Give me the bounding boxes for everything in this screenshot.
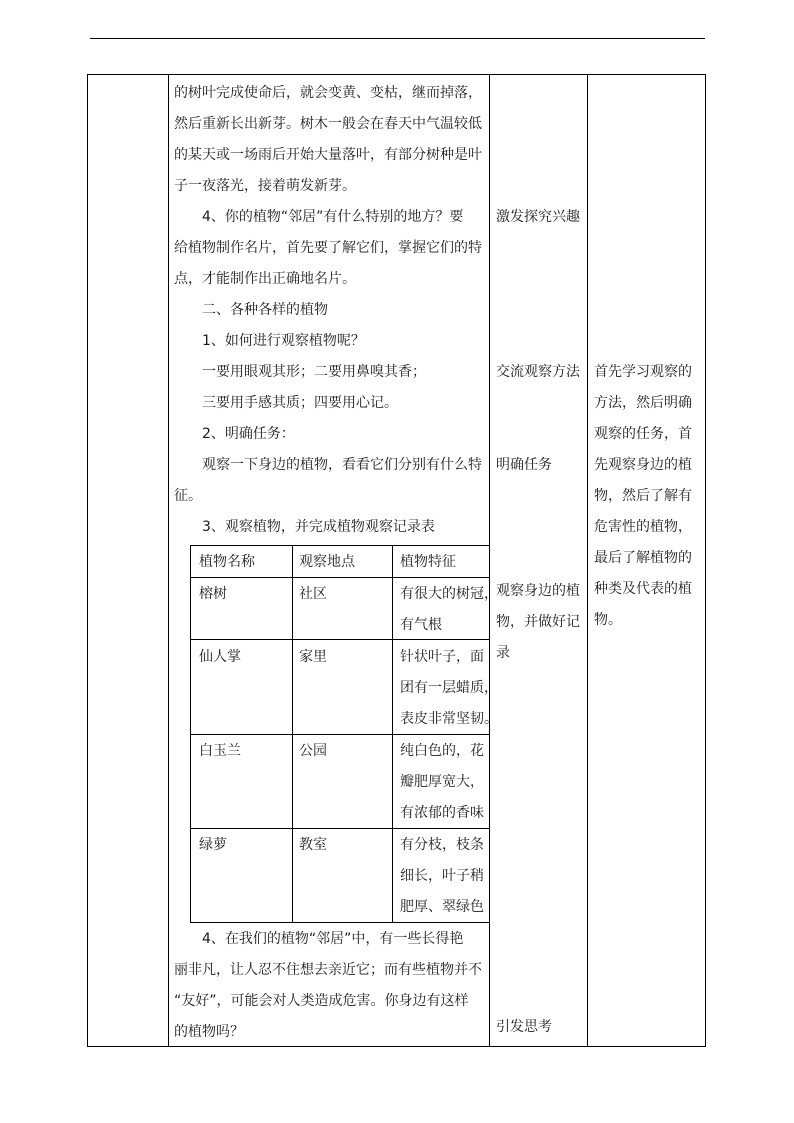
step-1: 1、如何进行观察植物呢？: [202, 333, 365, 349]
obs-header-name: 植物名称: [199, 554, 255, 570]
obs-row-3-feature-2: 瓣肥厚宽大，: [400, 774, 484, 790]
intent-line-6: 危害性的植物，: [594, 519, 692, 535]
step-1-a: 一要用眼观其形；二要用鼻嗅其香；: [202, 364, 426, 380]
intent-line-7: 最后了解植物的: [594, 550, 692, 566]
obs-header-feature: 植物特征: [400, 554, 456, 570]
obs-row-2-name: 仙人掌: [199, 649, 241, 665]
obs-row-3-feature-3: 有浓郁的香味: [400, 805, 484, 821]
intent-line-4: 先观察身边的植: [594, 457, 692, 473]
obs-row-divider-2: [191, 639, 490, 640]
obs-row-2-feature-1: 针状叶子，面: [400, 649, 484, 665]
obs-row-2-place: 家里: [299, 649, 327, 665]
column-divider-3: [587, 75, 588, 1046]
intent-line-5: 物，然后了解有: [594, 488, 692, 504]
obs-row-1-feature-1: 有很大的树冠，: [400, 586, 498, 602]
lesson-table: [87, 74, 706, 1047]
obs-row-4-name: 绿萝: [199, 837, 227, 853]
column-divider-1: [168, 75, 169, 1046]
p1-line-1: 的树叶完成使命后，就会变黄、变枯，继而掉落，: [174, 85, 482, 101]
obs-row-1-feature-2: 有气根: [400, 617, 442, 633]
activity-5: 引发思考: [496, 1019, 552, 1035]
step-2-line-2: 征。: [174, 488, 202, 504]
obs-row-4-place: 教室: [299, 837, 327, 853]
intent-line-9: 物。: [594, 612, 622, 628]
q4-line-3: 点，才能制作出正确地名片。: [174, 271, 356, 287]
obs-row-3-name: 白玉兰: [199, 743, 241, 759]
obs-row-1-place: 社区: [299, 586, 327, 602]
activity-4-line-1: 观察身边的植: [496, 583, 580, 599]
q4-line-2: 给植物制作名片，首先要了解它们，掌握它们的特: [174, 240, 482, 256]
obs-row-divider-1: [191, 577, 490, 578]
q4-line-1: 4、你的植物“邻居”有什么特别的地方？要: [202, 209, 464, 225]
p1-line-2: 然后重新长出新芽。树木一般会在春天中气温较低: [174, 116, 482, 132]
obs-row-4-feature-3: 肥厚、翠绿色: [400, 899, 484, 915]
obs-row-2-feature-2: 团有一层蜡质，: [400, 680, 498, 696]
intent-line-1: 首先学习观察的: [594, 364, 692, 380]
activity-1: 激发探究兴趣: [496, 209, 580, 225]
step-2: 2、明确任务：: [202, 426, 295, 442]
obs-row-3-place: 公园: [299, 743, 327, 759]
obs-header-place: 观察地点: [299, 554, 355, 570]
step-3: 3、观察植物，并完成植物观察记录表: [202, 519, 435, 535]
p1-line-4: 子一夜落光，接着萌发新芽。: [174, 178, 356, 194]
obs-row-divider-4: [191, 828, 490, 829]
step-2-line-1: 观察一下身边的植物，看看它们分别有什么特: [202, 457, 482, 473]
intent-line-2: 方法，然后明确: [594, 395, 692, 411]
step-1-b: 三要用手感其质；四要用心记。: [202, 395, 398, 411]
p1-line-3: 的某天或一场雨后开始大量落叶，有部分树种是叶: [174, 147, 482, 163]
obs-row-4-feature-2: 细长，叶子稍: [400, 868, 484, 884]
obs-row-1-name: 榕树: [199, 586, 227, 602]
header-rule: [90, 38, 705, 39]
step-4-line-2: 丽非凡，让人忍不住想去亲近它；而有些植物并不: [174, 962, 482, 978]
obs-row-4-feature-1: 有分枝，枝条: [400, 837, 484, 853]
intent-line-8: 种类及代表的植: [594, 581, 692, 597]
activity-2: 交流观察方法: [496, 364, 580, 380]
obs-row-3-feature-1: 纯白色的，花: [400, 743, 484, 759]
activity-3: 明确任务: [496, 457, 552, 473]
step-4-line-4: 的植物吗？: [174, 1024, 244, 1040]
obs-row-2-feature-3: 表皮非常坚韧。: [400, 711, 498, 727]
intent-line-3: 观察的任务，首: [594, 426, 692, 442]
activity-4-line-3: 录: [496, 645, 510, 661]
obs-row-divider-3: [191, 734, 490, 735]
observation-table: [190, 545, 498, 923]
step-4-line-3: “友好”，可能会对人类造成危害。你身边有这样: [174, 993, 469, 1009]
activity-4-line-2: 物，并做好记: [496, 614, 580, 630]
section-2-heading: 二、各种各样的植物: [202, 302, 328, 318]
step-4-line-1: 4、在我们的植物“邻居”中，有一些长得艳: [202, 931, 464, 947]
